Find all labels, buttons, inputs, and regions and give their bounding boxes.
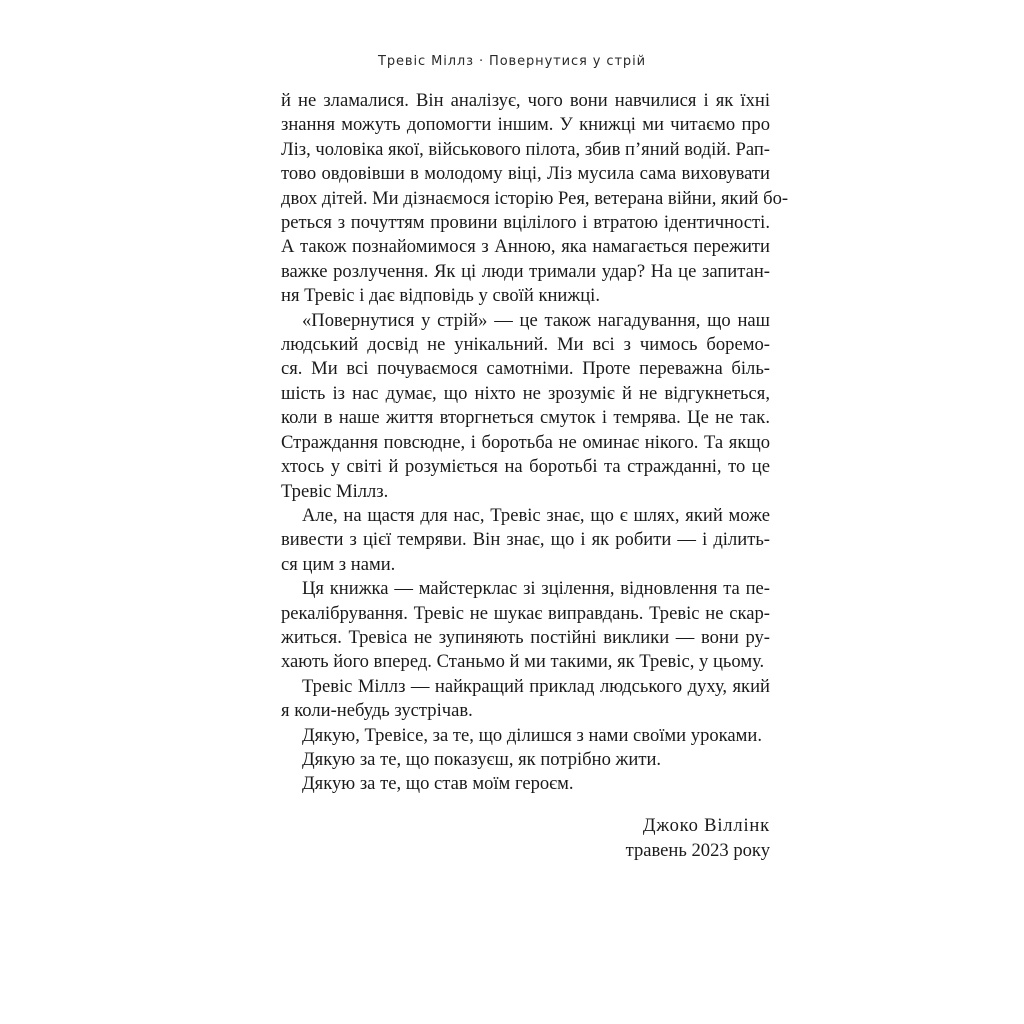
paragraph-first-line: Тревіс Міллз — найкращий приклад людського духу, який xyxy=(302,675,770,697)
signature-name: Джоко Віллінк xyxy=(642,815,770,836)
text-line: рекалібрування. Тревіс не шукає виправдань. Тревіс не скар- xyxy=(281,602,770,624)
text-line: вивести з цієї темряви. Він знає, що і як робити — і ділить- xyxy=(281,529,770,551)
paragraph-first-line: Дякую за те, що показуєш, як потрібно жити. xyxy=(302,748,662,770)
paragraph-first-line: Але, на щастя для нас, Тревіс знає, що є шлях, який може xyxy=(302,504,770,526)
text-line: людський досвід не унікальний. Ми всі з чимось боремо- xyxy=(281,334,770,356)
text-line: знання можуть допомогти іншим. У книжці ми читаємо про xyxy=(281,114,770,136)
text-line: хають його вперед. Станьмо й ми такими, як Тревіс, у цьому. xyxy=(281,651,765,673)
text-line: ся цим з нами. xyxy=(281,553,396,575)
text-line: житься. Тревіса не зупиняють постійні виклики — вони ру- xyxy=(281,626,770,648)
paragraph-first-line: Дякую, Тревісе, за те, що ділишся з нами своїми уроками. xyxy=(302,724,763,746)
text-line: тово овдовівши в молодому віці, Ліз мусила сама виховувати xyxy=(281,163,770,185)
running-header: Тревіс Міллз · Повернутися у стрій xyxy=(378,54,646,69)
paragraph-first-line: «Повернутися у стрій» — це також нагадування, що наш xyxy=(302,309,770,331)
text-line: коли в наше життя вторгнеться смуток і темрява. Це не так. xyxy=(281,407,770,429)
text-line: Тревіс Міллз. xyxy=(281,480,389,502)
text-line: Ліз, чоловіка якої, військового пілота, збив п’яний водій. Рап- xyxy=(281,138,770,160)
text-line: важке розлучення. Як ці люди тримали удар? На це запитан- xyxy=(281,260,770,282)
text-line: Страждання повсюдне, і боротьба не оминає нікого. Та якщо xyxy=(281,431,770,453)
signature-date: травень 2023 року xyxy=(625,840,770,861)
text-line: ся. Ми всі почуваємося самотніми. Проте переважна біль- xyxy=(281,358,770,380)
text-line: ня Тревіс і дає відповідь у своїй книжці. xyxy=(281,285,600,307)
text-line: хтось у світі й розуміється на боротьбі та стражданні, то це xyxy=(281,456,770,478)
text-line: шість із нас думає, що ніхто не зрозуміє й не відгукнеться, xyxy=(281,382,770,404)
body-text xyxy=(281,89,789,797)
text-line: А також познайомимося з Анною, яка намагається пережити xyxy=(281,236,770,258)
text-line: я коли-небудь зустрічав. xyxy=(281,700,473,722)
text-line: реться з почуттям провини вцілілого і втратою ідентичності. xyxy=(281,212,770,234)
signature-block xyxy=(626,813,770,863)
paragraph-first-line: Ця книжка — майстерклас зі зцілення, відновлення та пе- xyxy=(302,578,770,600)
text-line: двох дітей. Ми дізнаємося історію Рея, ветерана війни, який бо- xyxy=(281,187,789,209)
text-line: й не зламалися. Він аналізує, чого вони навчилися і як їхні xyxy=(281,90,770,111)
paragraph-first-line: Дякую за те, що став моїм героєм. xyxy=(302,773,574,795)
